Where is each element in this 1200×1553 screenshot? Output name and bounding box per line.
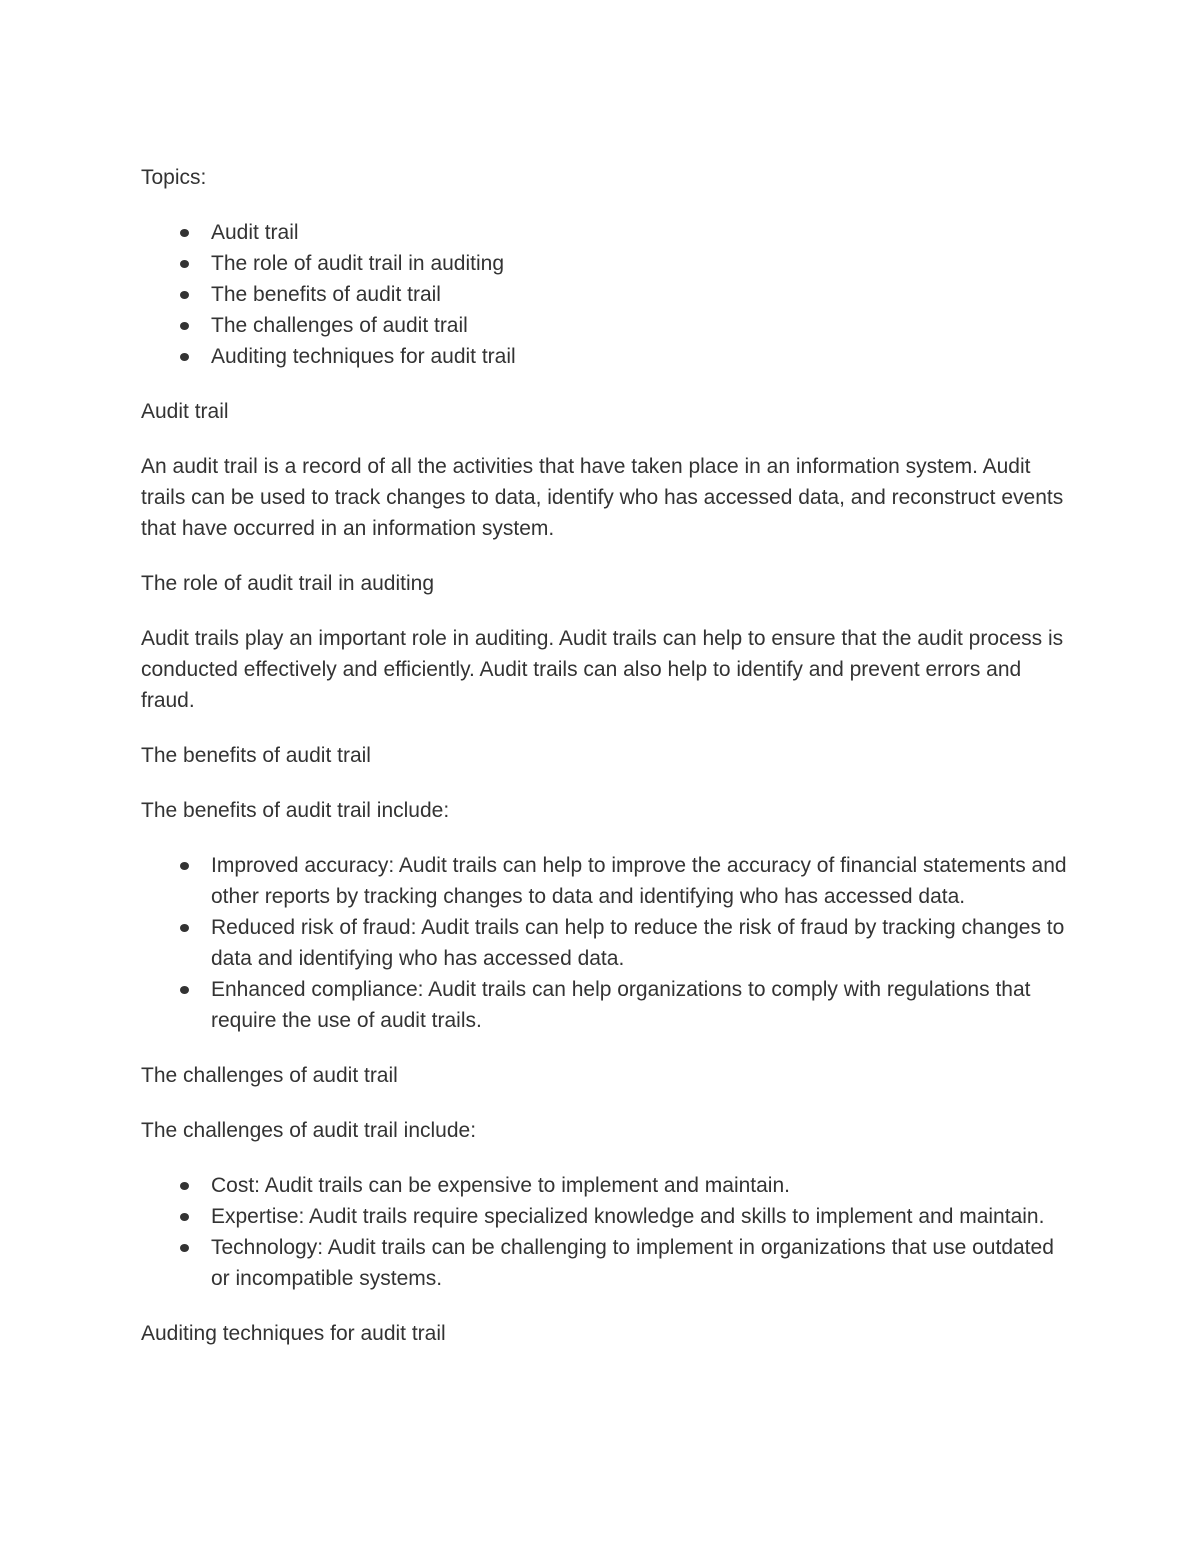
bullet-icon	[180, 924, 189, 932]
bullet-icon	[180, 353, 189, 361]
list-item	[141, 1201, 1071, 1232]
list-item	[141, 310, 1071, 341]
topic-text: Audit trail	[211, 221, 299, 244]
list-item	[141, 279, 1071, 310]
challenges-intro: The challenges of audit trail include:	[141, 1119, 477, 1142]
benefit-text: Enhanced compliance: Audit trails can help organizations to comply with regulations that require the use of audit trails.	[211, 978, 1031, 1032]
bullet-icon	[180, 291, 189, 299]
list-item	[141, 248, 1071, 279]
list-item	[141, 217, 1071, 248]
challenge-text: Expertise: Audit trails require specialized knowledge and skills to implement and maintain.	[211, 1205, 1045, 1228]
topic-text: The challenges of audit trail	[211, 314, 468, 337]
bullet-icon	[180, 1213, 189, 1221]
challenge-text: Technology: Audit trails can be challenging to implement in organizations that use outdated or incompatible systems.	[211, 1236, 1054, 1290]
section-heading-challenges: The challenges of audit trail	[141, 1064, 398, 1087]
list-item	[141, 850, 1071, 912]
topic-text: Auditing techniques for audit trail	[211, 345, 516, 368]
bullet-icon	[180, 1182, 189, 1190]
list-item	[141, 341, 1071, 372]
section-body-role: Audit trails play an important role in auditing. Audit trails can help to ensure that the audit process is conducted effectively and efficiently. Audit trails can also help to identify and prevent errors and fraud.	[141, 627, 1064, 712]
topics-label: Topics:	[141, 166, 207, 189]
challenge-text: Cost: Audit trails can be expensive to implement and maintain.	[211, 1174, 790, 1197]
bullet-icon	[180, 322, 189, 330]
section-heading-audit-trail: Audit trail	[141, 400, 229, 423]
bullet-icon	[180, 1244, 189, 1252]
bullet-icon	[180, 260, 189, 268]
topic-text: The role of audit trail in auditing	[211, 252, 505, 275]
benefit-text: Reduced risk of fraud: Audit trails can help to reduce the risk of fraud by tracking changes to data and identifying who has accessed data.	[211, 916, 1065, 970]
bullet-icon	[180, 862, 189, 870]
benefits-intro: The benefits of audit trail include:	[141, 799, 450, 822]
list-item	[141, 1170, 1071, 1201]
challenges-list	[141, 1170, 1071, 1294]
list-item	[141, 1232, 1071, 1294]
section-body-audit-trail: An audit trail is a record of all the activities that have taken place in an information system. Audit trails can be used to track changes to data, identify who has accessed data, and reconstruct events that have occurred in an information system.	[141, 455, 1064, 540]
section-heading-role: The role of audit trail in auditing	[141, 572, 435, 595]
benefits-list	[141, 850, 1071, 1036]
topics-list	[141, 217, 1071, 372]
section-heading-benefits: The benefits of audit trail	[141, 744, 371, 767]
list-item	[141, 912, 1071, 974]
benefit-text: Improved accuracy: Audit trails can help to improve the accuracy of financial statements and other reports by tracking changes to data and identifying who has accessed data.	[211, 854, 1067, 908]
document-page	[141, 162, 1071, 1373]
bullet-icon	[180, 986, 189, 994]
section-heading-techniques: Auditing techniques for audit trail	[141, 1322, 446, 1345]
list-item	[141, 974, 1071, 1036]
topic-text: The benefits of audit trail	[211, 283, 441, 306]
bullet-icon	[180, 229, 189, 237]
